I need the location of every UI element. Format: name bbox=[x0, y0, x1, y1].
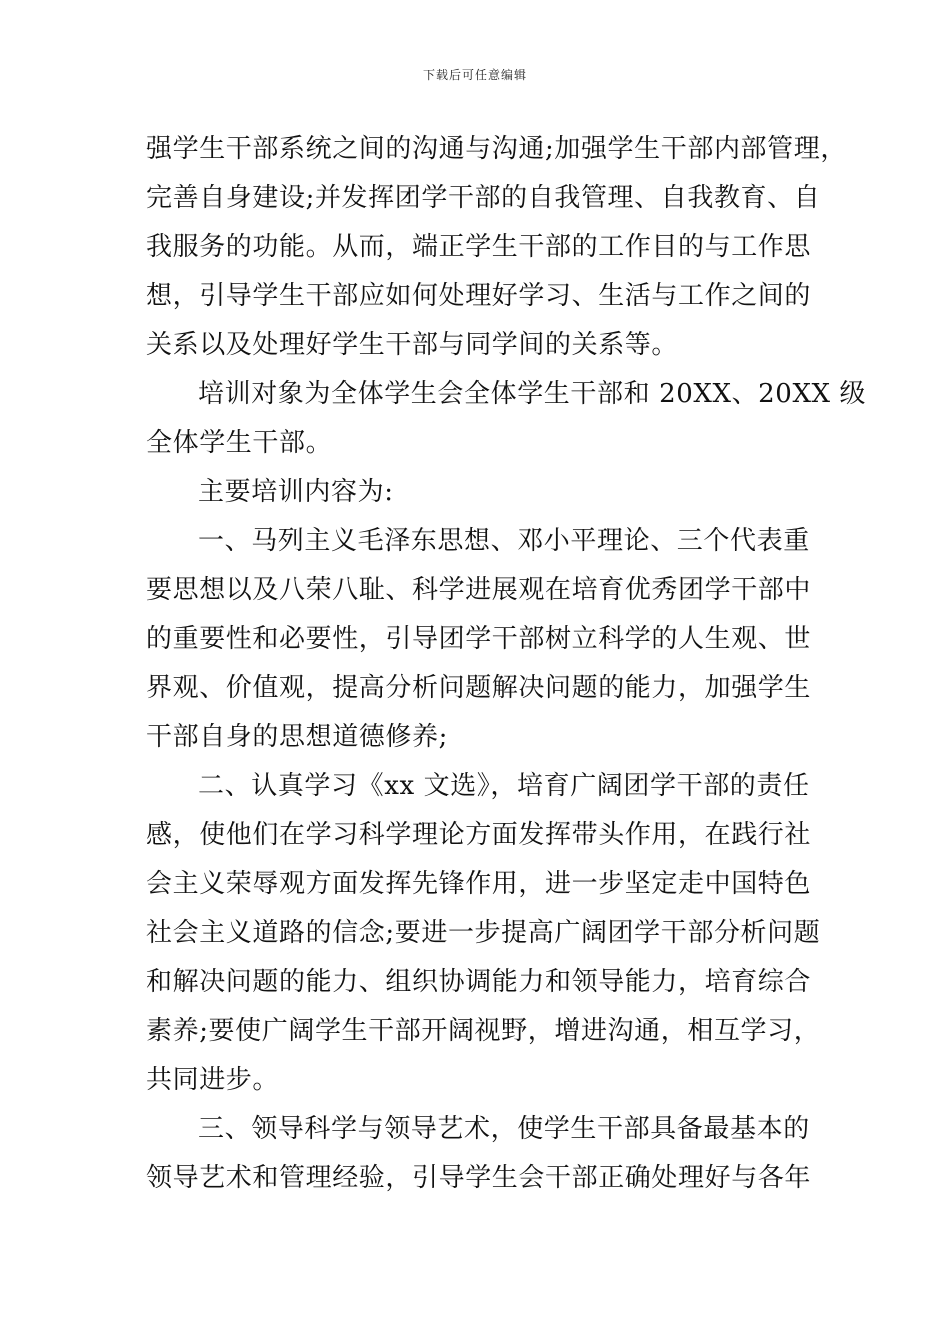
text-line: 界观、价值观，提高分析问题解决问题的能力，加强学生 bbox=[146, 673, 812, 703]
text-line: 二、认真学习《xx 文选》，培育广阔团学干部的责任 bbox=[198, 771, 810, 801]
text-line: 要思想以及八荣八耻、科学进展观在培育优秀团学干部中 bbox=[146, 575, 812, 605]
text-line: 和解决问题的能力、组织协调能力和领导能力，培育综合 bbox=[146, 967, 812, 997]
header-note: 下载后可任意编辑 bbox=[422, 68, 527, 82]
text-line: 想，引导学生干部应如何处理好学习、生活与工作之间的 bbox=[146, 281, 812, 311]
text-line: 三、领导科学与领导艺术，使学生干部具备最基本的 bbox=[198, 1114, 810, 1144]
text-line: 完善自身建设;并发挥团学干部的自我管理、自我教育、自 bbox=[146, 183, 821, 213]
text-line: 主要培训内容为: bbox=[198, 477, 394, 507]
text-line: 的重要性和必要性，引导团学干部树立科学的人生观、世 bbox=[146, 624, 812, 654]
text-line: 领导艺术和管理经验，引导学生会干部正确处理好与各年 bbox=[146, 1163, 812, 1193]
text-line: 素养;要使广阔学生干部开阔视野，增进沟通，相互学习， bbox=[146, 1016, 821, 1046]
text-line: 一、马列主义毛泽东思想、邓小平理论、三个代表重 bbox=[198, 526, 810, 556]
text-line: 感，使他们在学习科学理论方面发挥带头作用，在践行社 bbox=[146, 820, 812, 850]
text-line: 会主义荣辱观方面发挥先锋作用，进一步坚定走中国特色 bbox=[146, 869, 812, 899]
text-line: 强学生干部系统之间的沟通与沟通;加强学生干部内部管理， bbox=[146, 134, 847, 164]
text-line: 培训对象为全体学生会全体学生干部和 20XX、20XX 级 bbox=[198, 379, 867, 409]
text-line: 干部自身的思想道德修养; bbox=[146, 722, 448, 752]
document-body bbox=[146, 125, 867, 1203]
text-line: 全体学生干部。 bbox=[146, 428, 333, 458]
text-line: 关系以及处理好学生干部与同学间的关系等。 bbox=[146, 330, 679, 360]
text-line: 社会主义道路的信念;要进一步提高广阔团学干部分析问题 bbox=[146, 918, 821, 948]
text-line: 我服务的功能。从而，端正学生干部的工作目的与工作思 bbox=[146, 232, 812, 262]
text-line: 共同进步。 bbox=[146, 1065, 280, 1095]
